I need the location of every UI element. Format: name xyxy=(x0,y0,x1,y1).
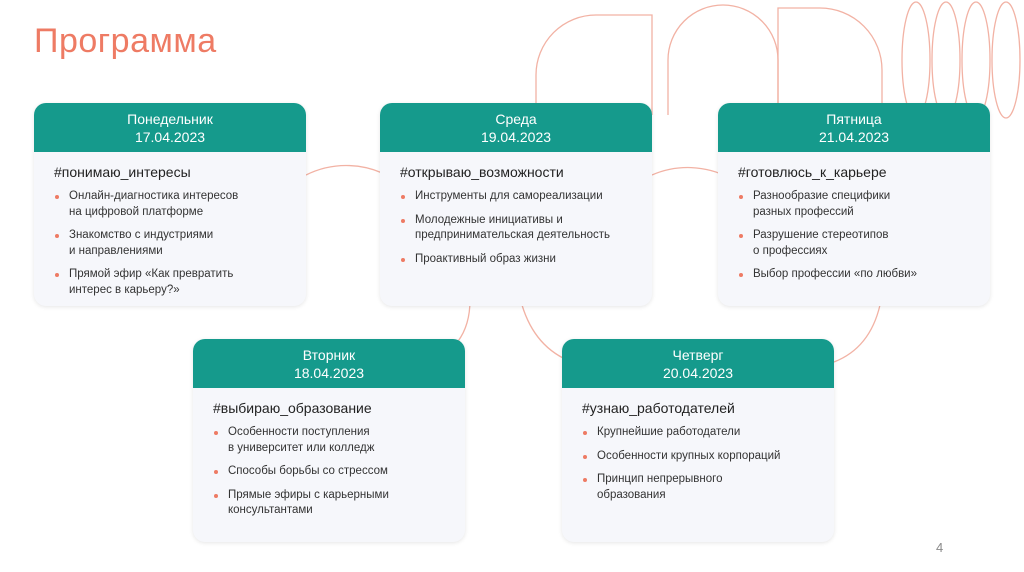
topic-item: Знакомство с индустриями и направлениями xyxy=(54,228,288,259)
topic-list xyxy=(400,189,634,267)
day-date: 19.04.2023 xyxy=(480,128,552,145)
day-card-5 xyxy=(562,339,834,542)
day-date: 21.04.2023 xyxy=(818,128,890,145)
day-date: 17.04.2023 xyxy=(134,128,206,145)
day-card-4 xyxy=(193,339,465,542)
topic-item: Особенности крупных корпораций xyxy=(582,449,816,465)
card-header xyxy=(380,103,652,152)
card-header xyxy=(562,339,834,388)
topic-item: Принцип непрерывного образования xyxy=(582,472,816,503)
day-name: Пятница xyxy=(826,110,882,127)
card-body xyxy=(380,152,652,285)
topic-list xyxy=(738,189,972,283)
topic-item: Инструменты для самореализации xyxy=(400,189,634,205)
day-name: Четверг xyxy=(672,346,724,363)
topic-item: Способы борьбы со стрессом xyxy=(213,464,447,480)
hashtag: #узнаю_работодателей xyxy=(582,400,735,416)
day-card-3 xyxy=(718,103,990,306)
hashtag: #готовлюсь_к_карьере xyxy=(738,164,887,180)
day-name: Понедельник xyxy=(127,110,213,127)
day-name: Среда xyxy=(495,110,537,127)
card-body xyxy=(562,388,834,521)
page-title: Программа xyxy=(34,22,217,60)
topic-item: Разрушение стереотипов о профессиях xyxy=(738,228,972,259)
day-date: 18.04.2023 xyxy=(293,364,365,381)
topic-list xyxy=(54,189,288,298)
topic-list xyxy=(582,425,816,503)
day-name: Вторник xyxy=(302,346,356,363)
topic-item: Выбор профессии «по любви» xyxy=(738,267,972,283)
topic-item: Крупнейшие работодатели xyxy=(582,425,816,441)
hashtag: #выбираю_образование xyxy=(213,400,372,416)
topic-item: Онлайн-диагностика интересов на цифровой платформе xyxy=(54,189,288,220)
day-date: 20.04.2023 xyxy=(662,364,734,381)
day-card-1 xyxy=(34,103,306,306)
card-body xyxy=(193,388,465,537)
card-header xyxy=(34,103,306,152)
topic-item: Прямой эфир «Как превратить интерес в карьеру?» xyxy=(54,267,288,298)
day-card-2 xyxy=(380,103,652,306)
hashtag: #понимаю_интересы xyxy=(54,164,191,180)
card-body xyxy=(718,152,990,301)
topic-item: Разнообразие специфики разных профессий xyxy=(738,189,972,220)
card-header xyxy=(193,339,465,388)
topic-item: Молодежные инициативы и предпринимательская деятельность xyxy=(400,213,634,244)
page-number: 4 xyxy=(936,540,944,555)
card-body xyxy=(34,152,306,306)
hashtag: #открываю_возможности xyxy=(400,164,564,180)
topic-item: Проактивный образ жизни xyxy=(400,252,634,268)
topic-item: Особенности поступления в университет или колледж xyxy=(213,425,447,456)
card-header xyxy=(718,103,990,152)
topic-list xyxy=(213,425,447,519)
topic-item: Прямые эфиры с карьерными консультантами xyxy=(213,488,447,519)
